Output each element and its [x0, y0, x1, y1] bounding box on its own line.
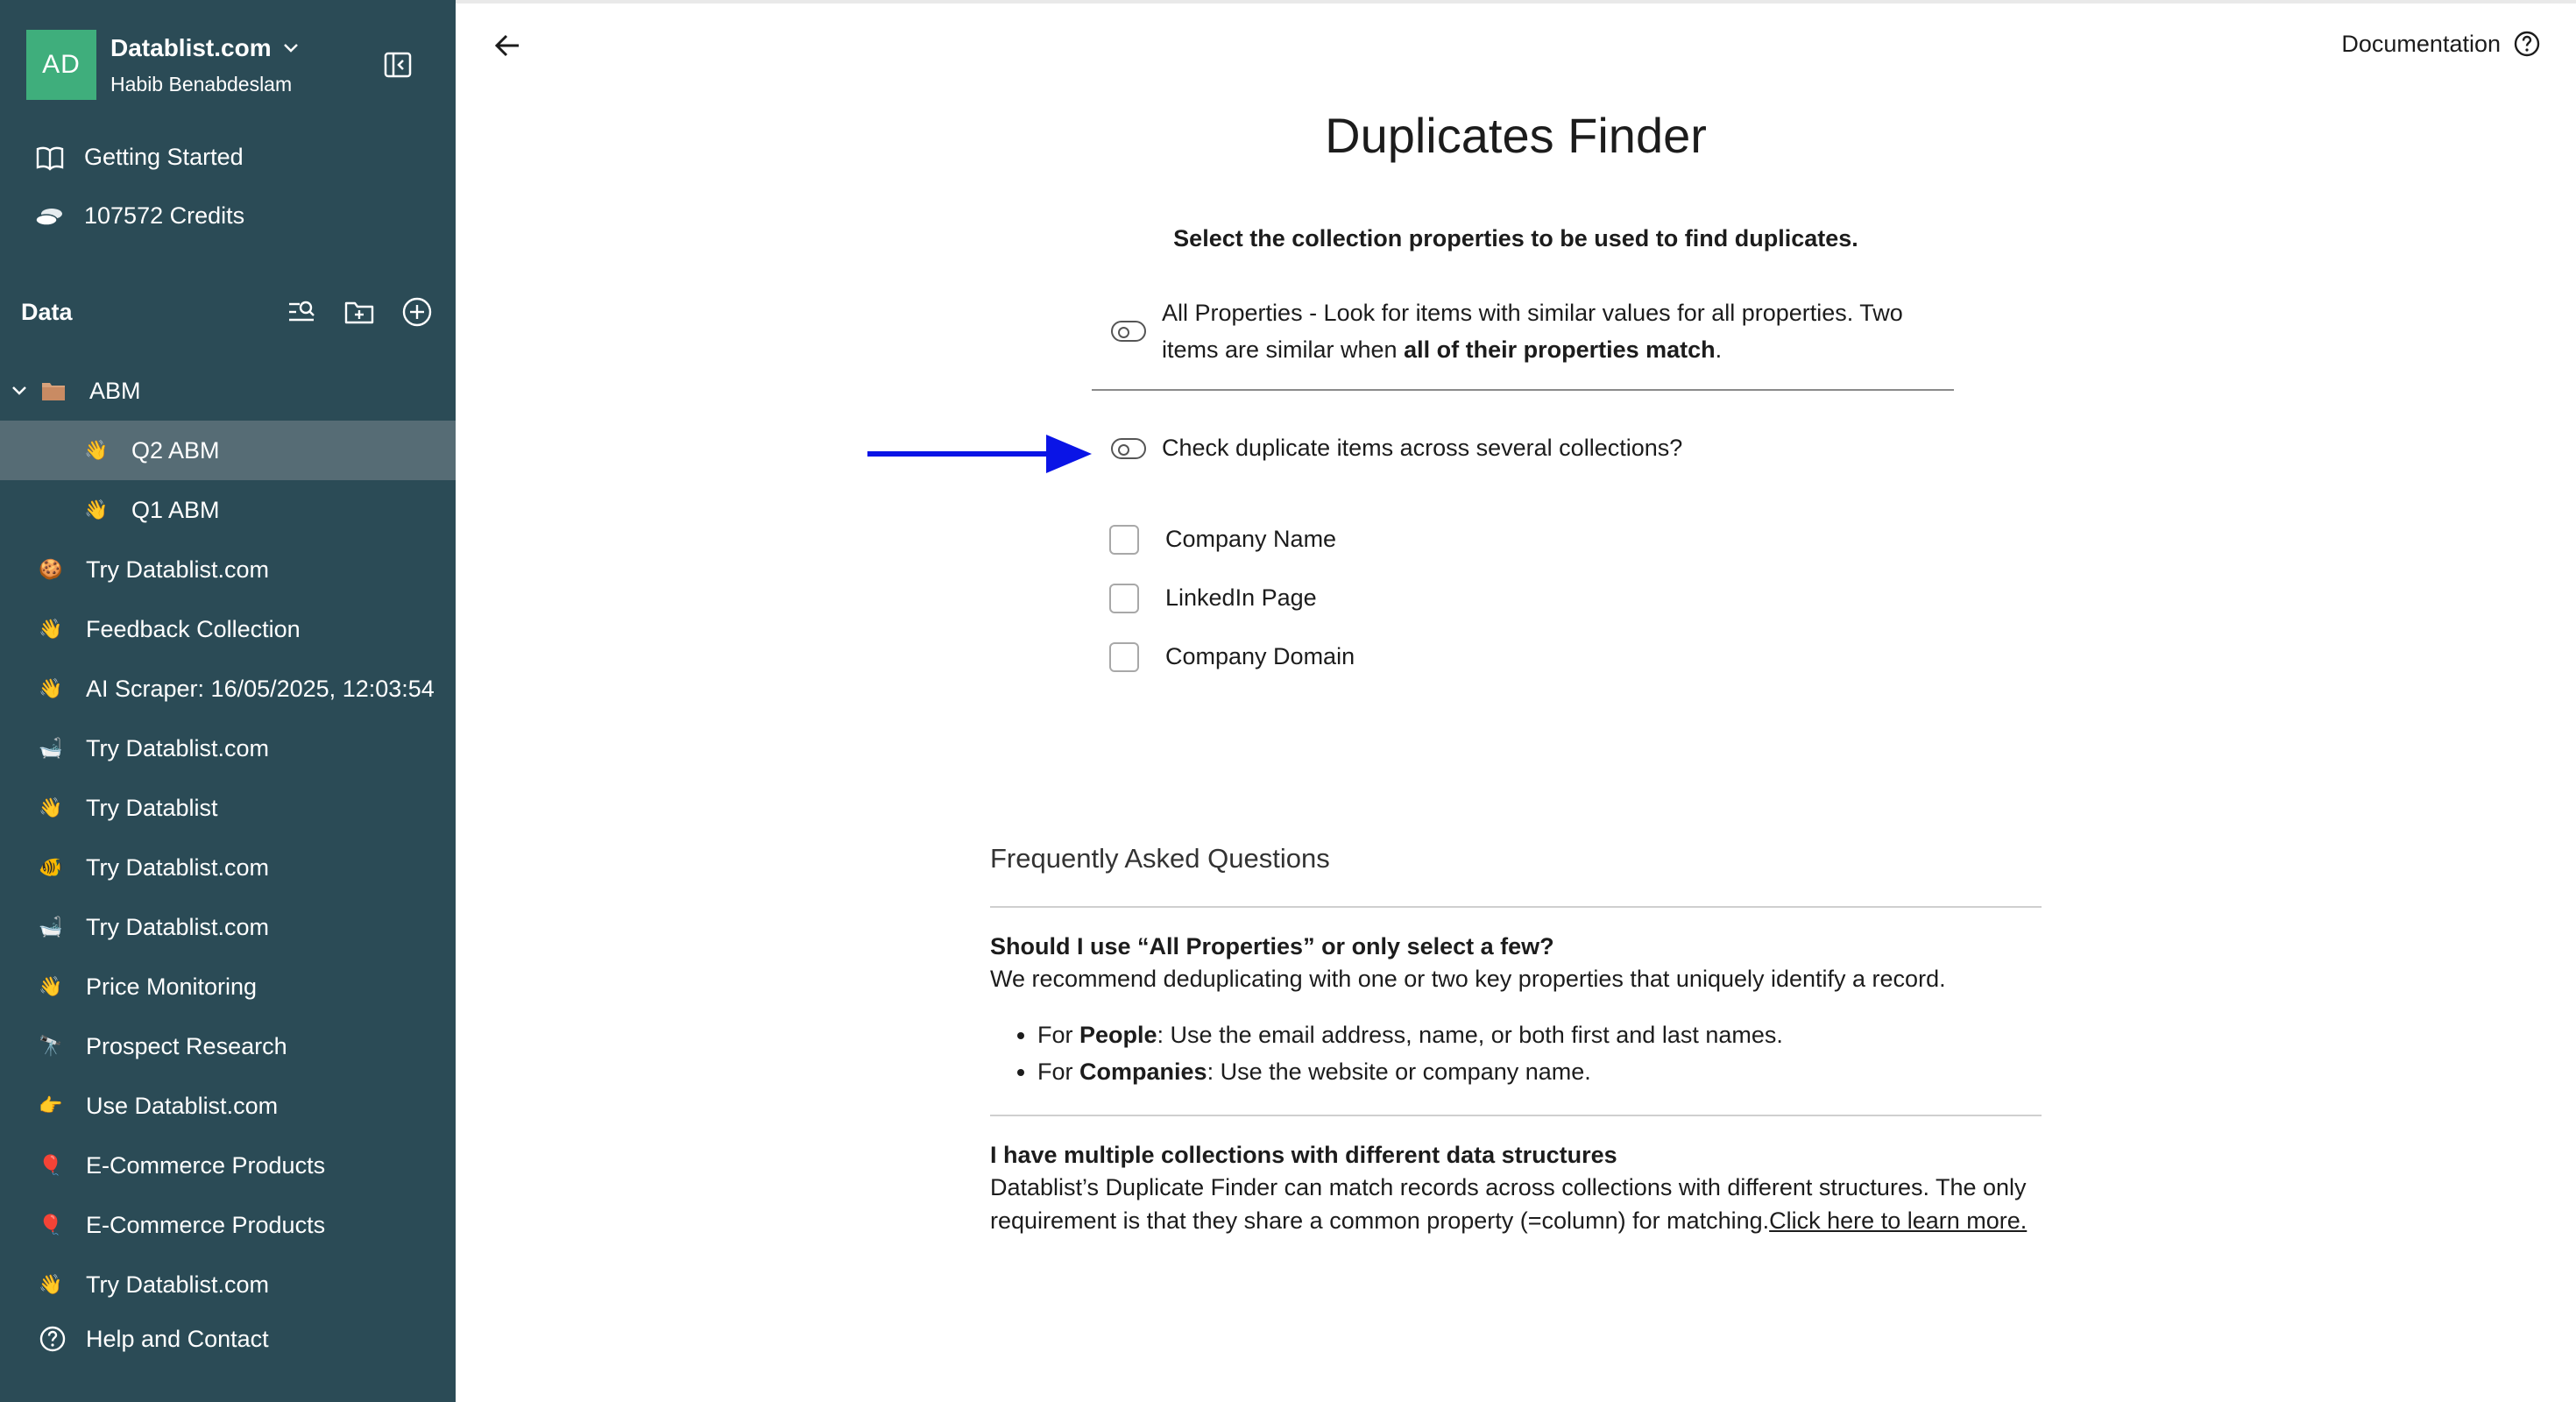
collection-label: Try Datablist.com: [86, 734, 270, 761]
annotation-arrow-icon: [866, 429, 1093, 478]
bullet-text: : Use the website or company name.: [1207, 1059, 1591, 1085]
collection-label: Try Datablist.com: [86, 556, 270, 583]
bullet-text: : Use the email address, name, or both first and last names.: [1157, 1022, 1783, 1048]
bullet-prefix: For: [1037, 1022, 1080, 1048]
documentation-link[interactable]: [2341, 30, 2541, 58]
collection-item[interactable]: [0, 1016, 456, 1076]
collection-label: Try Datablist.com: [86, 853, 270, 881]
collections-tree: [0, 361, 456, 1314]
property-company-domain[interactable]: [1109, 627, 1355, 686]
collection-item[interactable]: [0, 480, 456, 540]
across-collections-toggle[interactable]: [1111, 438, 1146, 459]
book-icon: [35, 145, 65, 171]
balloon-icon: 🎈: [39, 1214, 63, 1236]
collection-item[interactable]: [0, 1195, 456, 1255]
collection-label: Try Datablist: [86, 794, 218, 821]
property-checkbox[interactable]: [1109, 642, 1139, 672]
faq-section: [990, 843, 2042, 1262]
all-properties-toggle[interactable]: [1111, 321, 1146, 342]
collection-label: E-Commerce Products: [86, 1151, 326, 1179]
all-properties-text: All Properties - Look for items with similar values for all properties. Two items are similar when: [1162, 300, 1903, 363]
collection-label: Feedback Collection: [86, 615, 301, 642]
faq-answer-text: Datablist’s Duplicate Finder can match records across collections with different structures. The only requirement is that they share a common property (=column) for matching.: [990, 1174, 2027, 1234]
collection-label: Q2 ABM: [131, 436, 220, 464]
faq-title: Frequently Asked Questions: [990, 843, 1330, 874]
folder-icon: [40, 379, 67, 402]
collection-item[interactable]: [0, 897, 456, 957]
collection-label: E-Commerce Products: [86, 1211, 326, 1238]
sidebar-collapse-icon: [382, 49, 414, 81]
property-company-name[interactable]: [1109, 510, 1355, 569]
search-collections-icon[interactable]: [287, 299, 317, 325]
folder-abm[interactable]: [0, 361, 456, 421]
bathtub-icon: 🛁: [39, 916, 63, 938]
collection-label: Price Monitoring: [86, 973, 258, 1000]
bullet-bold: Companies: [1079, 1059, 1207, 1085]
help-and-contact-link[interactable]: [39, 1325, 269, 1353]
collection-item[interactable]: [0, 659, 456, 719]
workspace-switcher[interactable]: [26, 30, 300, 100]
back-button[interactable]: [492, 30, 524, 66]
collection-item[interactable]: [0, 1076, 456, 1136]
workspace-name: [110, 34, 300, 62]
divider: [1092, 389, 1954, 391]
top-border: [456, 0, 2576, 4]
collection-item[interactable]: [0, 421, 456, 480]
faq-bullet: [1037, 1053, 2042, 1090]
collection-label: Q1 ABM: [131, 496, 220, 523]
chevron-down-icon: [282, 42, 300, 54]
arrow-left-icon: [492, 30, 524, 61]
collection-item[interactable]: [0, 1255, 456, 1314]
bathtub-icon: 🛁: [39, 737, 63, 759]
faq-answer: [990, 1171, 2042, 1237]
bullet-prefix: For: [1037, 1059, 1080, 1085]
faq-item: [990, 908, 2042, 1115]
nav-getting-started[interactable]: [35, 144, 244, 171]
waving-hand-icon: 👋: [39, 797, 63, 818]
faq-bullets: [990, 1016, 2042, 1090]
nav-credits-label: 107572 Credits: [84, 202, 245, 229]
sidebar: [0, 0, 456, 1402]
collection-item[interactable]: [0, 599, 456, 659]
faq-answer: We recommend deduplicating with one or two key properties that uniquely identify a record.: [990, 966, 1946, 992]
waving-hand-icon: 👋: [39, 677, 63, 699]
property-label: LinkedIn Page: [1165, 584, 1317, 611]
across-collections-option: [1111, 435, 1682, 462]
collection-label: Prospect Research: [86, 1032, 287, 1059]
collection-item[interactable]: [0, 957, 456, 1016]
waving-hand-icon: 👋: [39, 975, 63, 997]
faq-item: [990, 1116, 2042, 1262]
collection-item[interactable]: [0, 1136, 456, 1195]
nav-credits[interactable]: [35, 202, 244, 230]
faq-question: I have multiple collections with different data structures: [990, 1142, 1617, 1168]
collection-label: Use Datablist.com: [86, 1092, 279, 1119]
cookie-icon: 🍪: [39, 558, 63, 580]
all-properties-description: [1162, 294, 1961, 368]
property-checkbox[interactable]: [1109, 525, 1139, 555]
property-linkedin-page[interactable]: [1109, 569, 1355, 627]
faq-bullet: [1037, 1016, 2042, 1053]
folder-abm-label: ABM: [89, 377, 141, 404]
waving-hand-icon: 👋: [84, 439, 109, 461]
collection-item[interactable]: [0, 719, 456, 778]
property-label: Company Domain: [1165, 643, 1355, 669]
new-folder-icon[interactable]: [343, 298, 375, 326]
faq-question: Should I use “All Properties” or only select a few?: [990, 933, 1554, 959]
property-label: Company Name: [1165, 526, 1337, 552]
bullet-bold: People: [1079, 1022, 1157, 1048]
data-section-header: [21, 294, 433, 329]
all-properties-text-end: .: [1715, 336, 1723, 363]
waving-hand-icon: 👋: [39, 1273, 63, 1295]
collection-label: AI Scraper: 16/05/2025, 12:03:54: [86, 675, 435, 702]
help-circle-icon: [39, 1325, 67, 1353]
page-subtitle: Select the collection properties to be used to find duplicates.: [1173, 225, 1858, 251]
telescope-icon: 🔭: [39, 1035, 63, 1057]
workspace-name-label: Datablist.com: [110, 33, 272, 61]
property-checkbox[interactable]: [1109, 584, 1139, 613]
data-section-label: Data: [21, 298, 73, 325]
pointing-hand-icon: 👉: [39, 1094, 63, 1116]
balloon-icon: 🎈: [39, 1154, 63, 1176]
properties-list: [1109, 510, 1355, 686]
waving-hand-icon: 👋: [39, 618, 63, 640]
all-properties-option: [1111, 294, 1961, 368]
help-circle-icon: [2513, 30, 2541, 58]
waving-hand-icon: 👋: [84, 499, 109, 520]
collapse-sidebar-button[interactable]: [382, 49, 414, 81]
page-title: Duplicates Finder: [1325, 108, 1707, 163]
across-collections-label: Check duplicate items across several collections?: [1162, 435, 1683, 461]
coins-icon: [35, 203, 65, 230]
collection-item[interactable]: [0, 778, 456, 838]
chevron-down-icon[interactable]: [11, 385, 28, 397]
all-properties-bold-text: all of their properties match: [1404, 336, 1716, 363]
collection-label: Try Datablist.com: [86, 913, 270, 940]
nav-getting-started-label: Getting Started: [84, 144, 244, 170]
learn-more-link[interactable]: Click here to learn more.: [1769, 1207, 2028, 1234]
add-collection-icon[interactable]: [401, 296, 433, 328]
workspace-user: Habib Benabdeslam: [110, 72, 293, 96]
collection-label: Try Datablist.com: [86, 1271, 270, 1298]
collection-item[interactable]: [0, 838, 456, 897]
collection-item[interactable]: [0, 540, 456, 599]
fish-icon: 🐠: [39, 856, 63, 878]
avatar: AD: [26, 30, 96, 100]
documentation-label: Documentation: [2341, 30, 2501, 57]
help-and-contact-label: Help and Contact: [86, 1325, 269, 1352]
